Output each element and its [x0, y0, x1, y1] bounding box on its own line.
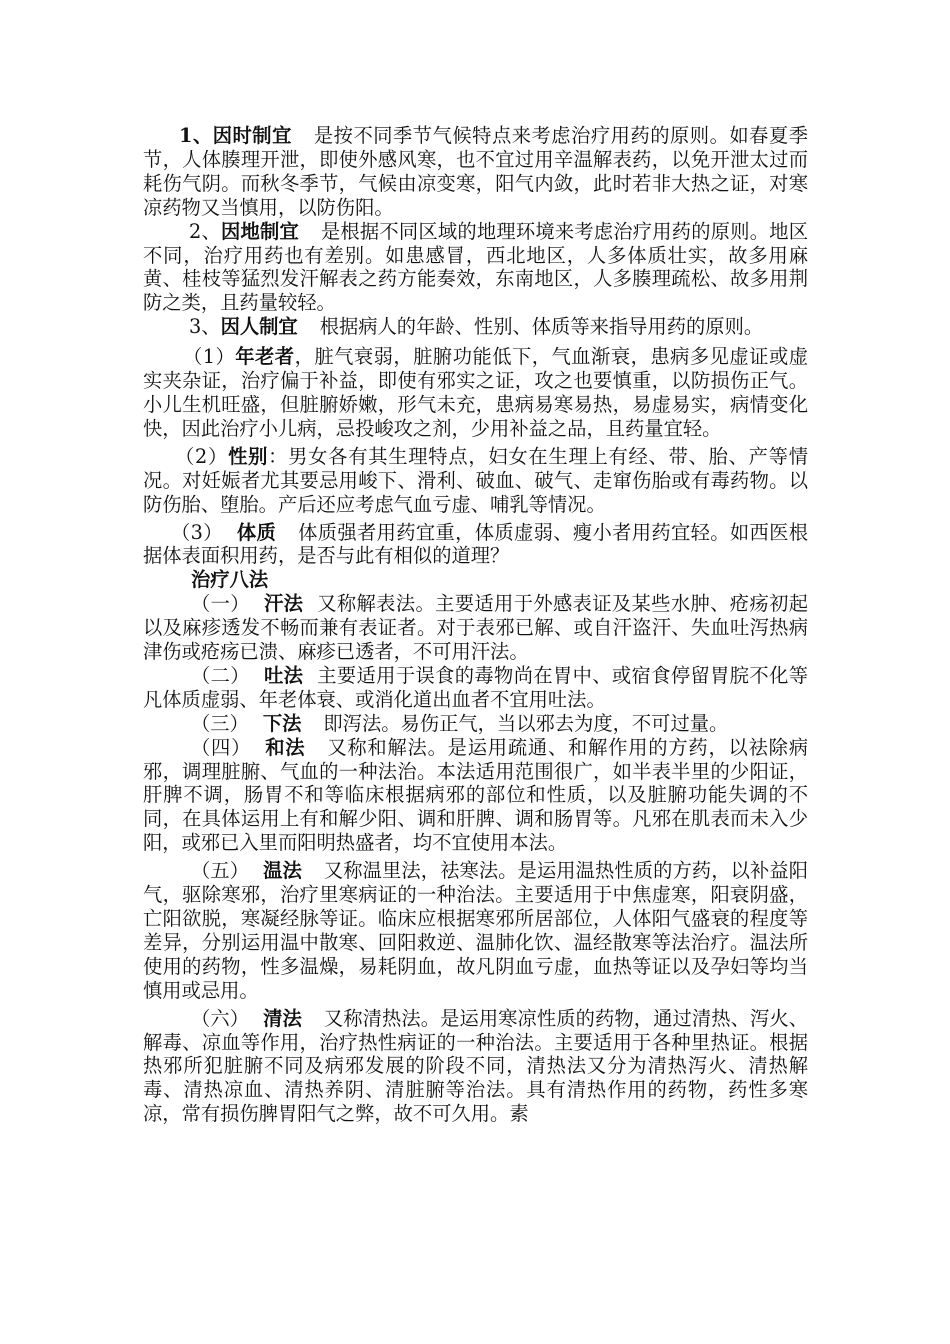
paragraph-text: 又称和解法。是运用疏通、和解作用的方药，以祛除病邪，调理脏腑、气血的一种法治。本法适用范围很广，如半表半里的少阳证，肝脾不调，肠胃不和等临床根据病邪的部位和性质，以及脏腑功能失调的不同，在具体运用上有和解少阳、调和肝脾、调和肠胃等。凡邪在肌表而未入少阳，或邪已入里而阳明热盛者，均不宜使用本法。: [143, 735, 809, 855]
paragraph-text: 主要适用于误食的毒物尚在胃中、或宿食停留胃脘不化等凡体质虚弱、年老体衰、或消化道出血者不宜用吐法。: [143, 663, 809, 711]
section-title: 治疗八法: [191, 568, 269, 592]
paragraph-harmonizing: [143, 736, 808, 856]
paragraph-text: ：男女各有其生理特点，妇女在生理上有经、带、胎、产等情况。对妊娠者尤其要忌用峻下、滑利、破血、破气、走窜伤胎或有毒药物。以防伤胎、堕胎。产后还应考虑气血亏虚、哺乳等情况。: [143, 444, 808, 516]
item-number: （四）: [191, 735, 252, 759]
paragraph-gender: [143, 445, 808, 517]
item-number: （三）: [191, 711, 249, 735]
heading-keyword: 因地制宜: [220, 219, 299, 243]
item-number: （五）: [191, 859, 250, 883]
heading-keyword: 温法: [263, 859, 302, 883]
paragraph-vomiting: [143, 664, 808, 712]
paragraph-text: ，脏气衰弱，脏腑功能低下，气血渐衰，患病多见虚证或虚实夹杂证，治疗偏于补益，即使有邪实之证，攻之也要慎重，以防损伤正气。小儿生机旺盛，但脏腑娇嫩，形气未充，患病易寒易热，易虚易实，病情变化快，因此治疗小儿病，忌投峻攻之剂，少用补益之品，且药量宜轻。: [143, 345, 808, 440]
item-number: （一）: [191, 592, 250, 616]
paragraph-text: 根据病人的年龄、性别、体质等来指导用药的原则。: [319, 315, 764, 339]
item-number: （六）: [191, 1006, 250, 1030]
paragraph-clearing: [143, 1007, 808, 1127]
item-number: 2、: [189, 219, 221, 243]
paragraph-text: 又称解表法。主要适用于外感表证及某些水肿、疮疡初起以及麻疹透发不畅而兼有表证者。对于表邪已解、或自汗盗汗、失血吐泻热病津伤或疮疡已溃、麻疹已透者，不可用汗法。: [143, 592, 809, 664]
item-number: （3）: [171, 520, 223, 544]
paragraph-person: [143, 315, 808, 339]
item-number: （2）: [175, 444, 229, 468]
paragraph-text: 又称温里法，祛寒法。是运用温热性质的方药，以补益阳气，驱除寒邪，治疗里寒病证的一种治法。主要适用于中焦虚寒，阳衰阴盛，亡阳欲脱，寒凝经脉等证。临床应根据寒邪所居部位，人体阳气盛衰的程度等差异，分别运用温中散寒、回阳救逆、温肺化饮、温经散寒等法治疗。温法所使用的药物，性多温燥，易耗阴血，故凡阴血亏虚，血热等证以及孕妇等均当慎用或忌用。: [143, 859, 809, 1002]
paragraph-place: [143, 220, 808, 316]
document-body: [143, 124, 808, 1126]
item-number: （二）: [191, 663, 250, 687]
heading-keyword: 吐法: [263, 663, 304, 687]
heading-keyword: 清法: [263, 1006, 302, 1030]
heading-keyword: 性别: [228, 444, 269, 468]
item-number: 3、: [189, 315, 221, 339]
paragraph-text: 即泻法。易伤正气，当以邪去为度，不可过量。: [323, 711, 729, 735]
heading-keyword: 下法: [262, 711, 302, 735]
heading-keyword: 和法: [265, 735, 306, 759]
paragraph-purging: [143, 712, 808, 736]
paragraph-text: 体质强者用药宜重，体质虚弱、瘦小者用药宜轻。如西医根据体表面积用药，是否与此有相似的道理？: [143, 520, 808, 568]
heading-keyword: 体质: [236, 520, 277, 544]
paragraph-text: 又称清热法。是运用寒凉性质的药物，通过清热、泻火、解毒、凉血等作用，治疗热性病证的一种治法。主要适用于各种里热证。根据热邪所犯脏腑不同及病邪发展的阶段不同，清热法又分为清热泻火、清热解毒、清热凉血、清热养阴、清脏腑等治法。具有清热作用的药物，药性多寒凉，常有损伤脾胃阳气之弊，故不可久用。素: [143, 1006, 809, 1126]
paragraph-text: 是按不同季节气候特点来考虑治疗用药的原则。如春夏季节，人体腠理开泄，即使外感风寒，也不宜过用辛温解表药，以免开泄太过而耗伤气阴。而秋冬季节，气候由凉变寒，阳气内敛，此时若非大热之证，对寒凉药物又当慎用，以防伤阳。: [143, 124, 809, 219]
item-number: 1、: [179, 124, 213, 147]
paragraph-time: [143, 124, 808, 220]
paragraph-text: 是根据不同区域的地理环境来考虑治疗用药的原则。地区不同，治疗用药也有差别。如患感冒，西北地区，人多体质壮实，故多用麻黄、桂枝等猛烈发汗解表之药方能奏效，东南地区，人多腠理疏松、故多用荆防之类，且药量较轻。: [143, 219, 808, 315]
heading-keyword: 年老者: [235, 345, 295, 369]
heading-keyword: 因时制宜: [212, 124, 292, 147]
paragraph-age: [143, 345, 808, 441]
section-heading: [143, 568, 808, 592]
heading-keyword: 因人制宜: [220, 315, 298, 339]
item-number: （1）: [183, 345, 236, 369]
paragraph-constitution: [143, 521, 808, 569]
paragraph-warming: [143, 859, 808, 1002]
heading-keyword: 汗法: [263, 592, 304, 616]
paragraph-sweating: [143, 592, 808, 664]
